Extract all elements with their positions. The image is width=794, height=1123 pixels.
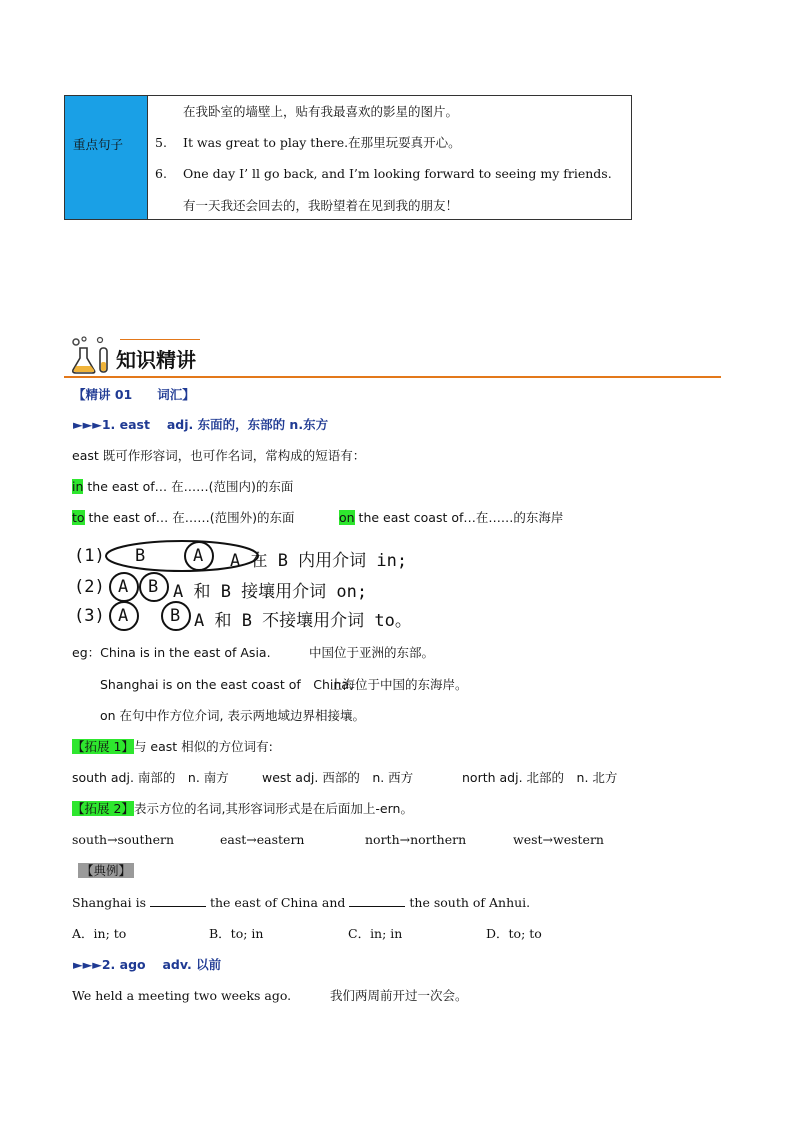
phrase-to: to the east of… 在……(范围外)的东面 [72,510,295,525]
intro-text: east 既可作形容词，也可作名词，常构成的短语有： [72,448,366,463]
key-sentences-table: 重点句子 在我卧室的墙壁上，贴有我最喜欢的影星的图片。 5. It was great to play there.在那里玩耍真开心。 6. One day I’ ll go back, and I’m looking forward to seeing my friends. 有一天我还会回去的，我盼望着在见到我的朋友！ [64,95,632,220]
ago-example-cn: 我们两周前开过一次会。 [330,988,468,1003]
option-a: A．in; to [72,926,127,941]
adjective-form: east→eastern [220,832,305,847]
extension-2: 【拓展 2】表示方位的名词,其形容词形式是在后面加上-ern。 [72,801,413,816]
example-2-en: Shanghai is on the east coast of China. [100,677,353,692]
example-note: on 在句中作方位介词, 表示两地域边界相接壤。 [100,708,365,723]
flask-icon [70,336,114,376]
example-1-cn: 中国位于亚洲的东部。 [309,645,435,660]
lesson-heading: 【精讲 01 词汇】 [73,387,195,402]
answer-blank-2 [349,896,405,907]
adjective-form: south→southern [72,832,175,847]
section-rule [64,376,721,378]
key-sentences-label-cell [65,96,148,219]
answer-blank-1 [150,896,206,907]
item1-title: ►►►1. east adj. 东面的，东部的 n.东方 [73,417,329,432]
direction-north: north adj. 北部的 n. 北方 [462,770,618,785]
key-sentences-label: 重点句子 [73,137,124,152]
example-1-en: eg：China is in the east of Asia. [72,645,271,660]
direction-south: south adj. 南部的 n. 南方 [72,770,229,785]
section-top-rule [120,339,200,340]
ago-example-en: We held a meeting two weeks ago. [72,988,292,1003]
adjective-form: north→northern [365,832,467,847]
question-text: Shanghai is the east of China and the south of Anhui. [72,895,531,910]
option-c: C．in; in [348,926,403,941]
adjective-form: west→western [513,832,604,847]
direction-west: west adj. 西部的 n. 西方 [262,770,414,785]
phrase-in: in the east of… 在……(范围内)的东面 [72,479,294,494]
phrase-on: on the east coast of…在……的东海岸 [339,510,564,525]
option-d: D．to; to [486,926,542,941]
extension-1-label: 【拓展 1】 [72,739,134,754]
item2-title: ►►►2. ago adv. 以前 [73,957,222,972]
example-2-cn: 上海位于中国的东海岸。 [330,677,468,692]
section-title: 知识精讲 [116,348,196,372]
example-tag: 【典例】 [78,863,134,879]
preposition-diagram: (1) B A A 在 B 内用介词 in; (2) A B A 和 B 接壤用介词 on; (3) A B A 和 B 不接壤用介词 to。 [72,538,452,634]
option-b: B．to; in [209,926,264,941]
extension-2-label: 【拓展 2】 [72,801,134,816]
extension-1: 【拓展 1】与 east 相似的方位词有: [72,739,273,754]
